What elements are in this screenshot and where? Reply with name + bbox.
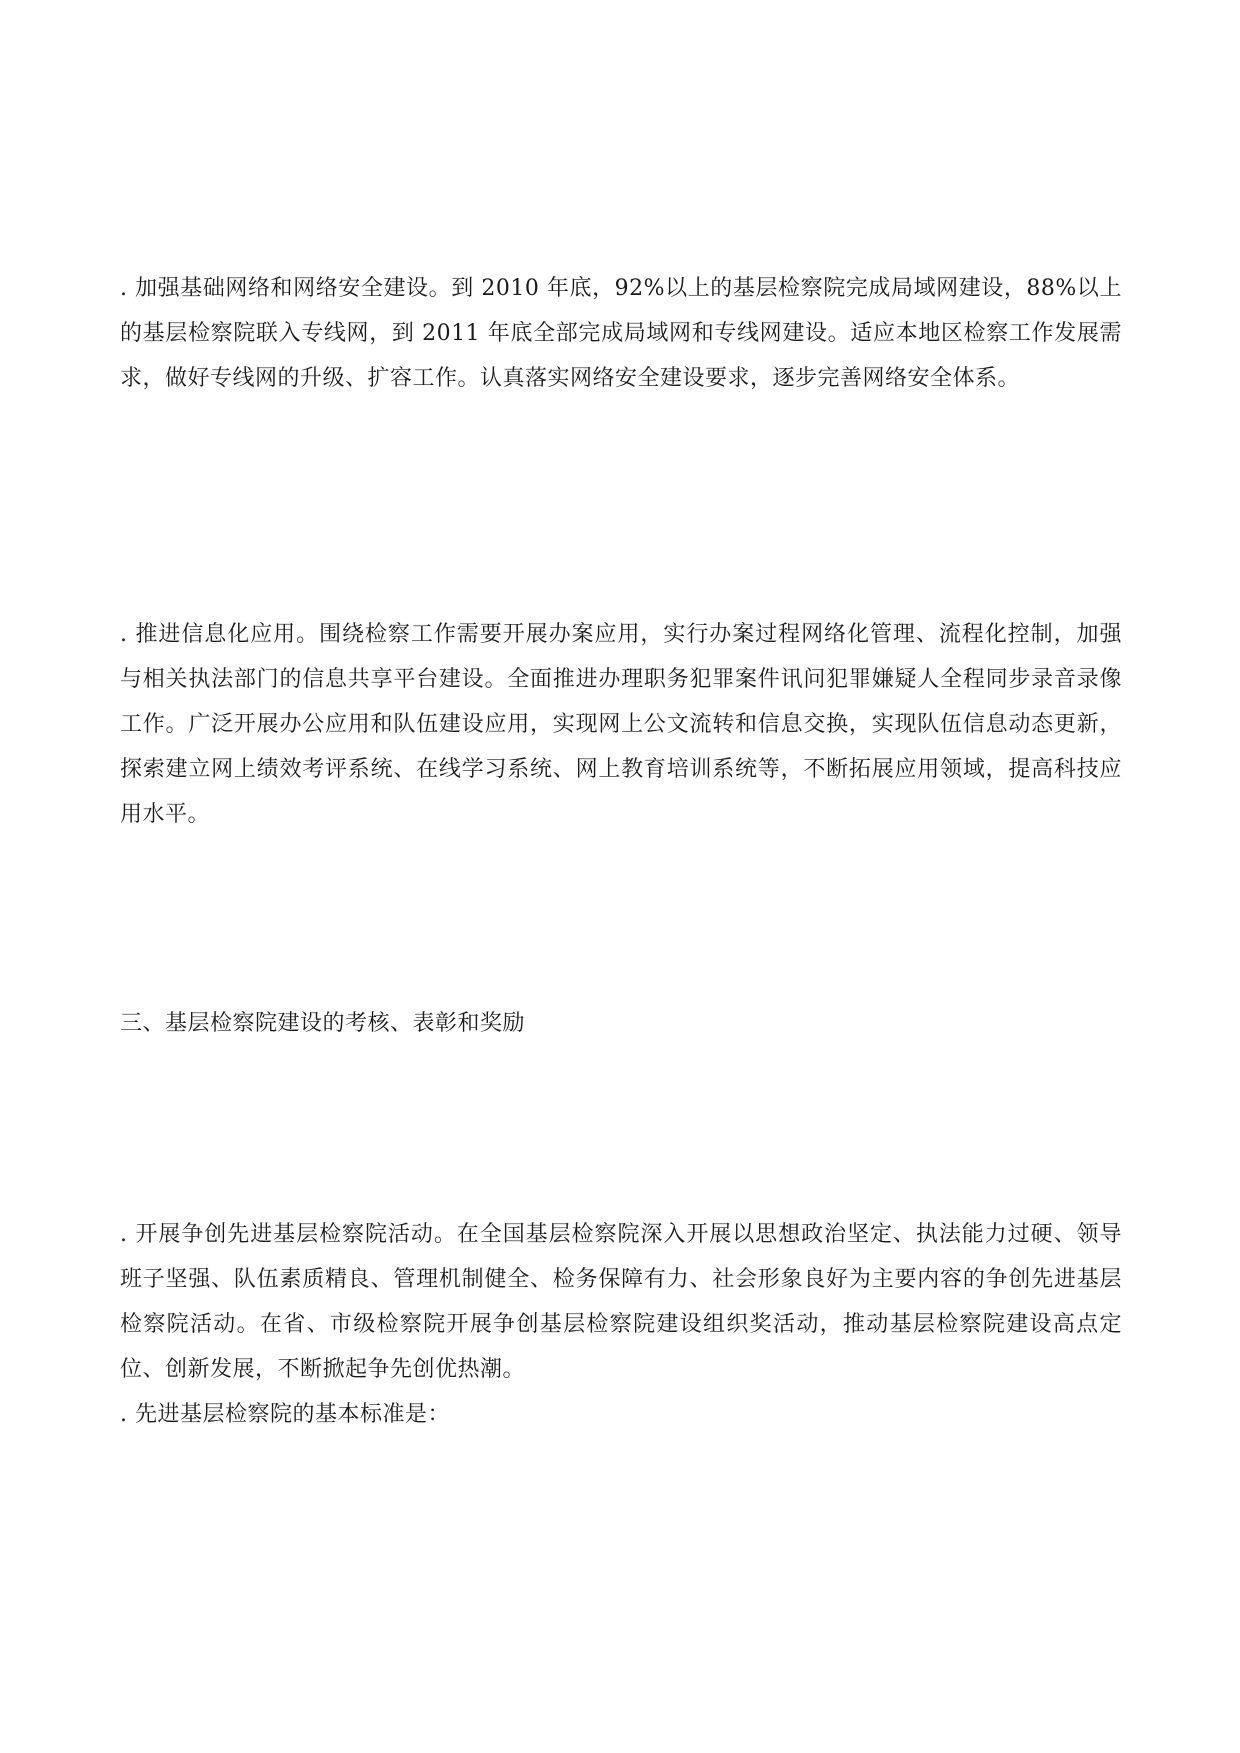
paragraph-network-security: . 加强基础网络和网络安全建设。到 2010 年底，92%以上的基层检察院完成局域网建设，88%以上的基层检察院联入专线网，到 2011 年底全部完成局域网和专线网建设。适应本地区检察工作发展需求，做好专线网的升级、扩容工作。认真落实网络安全建设要求，逐步完善网络安全体系。 — [120, 276, 1122, 391]
paragraph-basic-standards: . 先进基层检察院的基本标准是： — [120, 1402, 450, 1427]
paragraph-advanced-procuratorate-activity: . 开展争创先进基层检察院活动。在全国基层检察院深入开展以思想政治坚定、执法能力过硬、领导班子坚强、队伍素质精良、管理机制健全、检务保障有力、社会形象良好为主要内容的争创先进基层检察院活动。在省、市级检察院开展争创基层检察院建设组织奖活动，推动基层检察院建设高点定位、创新发展，不断掀起争先创优热潮。 — [120, 1222, 1122, 1382]
section-heading-assessment-awards: 三、基层检察院建设的考核、表彰和奖励 — [120, 1011, 526, 1036]
paragraph-informatization-application: . 推进信息化应用。围绕检察工作需要开展办案应用，实行办案过程网络化管理、流程化控制，加强与相关执法部门的信息共享平台建设。全面推进办理职务犯罪案件讯问犯罪嫌疑人全程同步录音录像工作。广泛开展办公应用和队伍建设应用，实现网上公文流转和信息交换，实现队伍信息动态更新，探索建立网上绩效考评系统、在线学习系统、网上教育培训系统等，不断拓展应用领域，提高科技应用水平。 — [120, 622, 1122, 827]
